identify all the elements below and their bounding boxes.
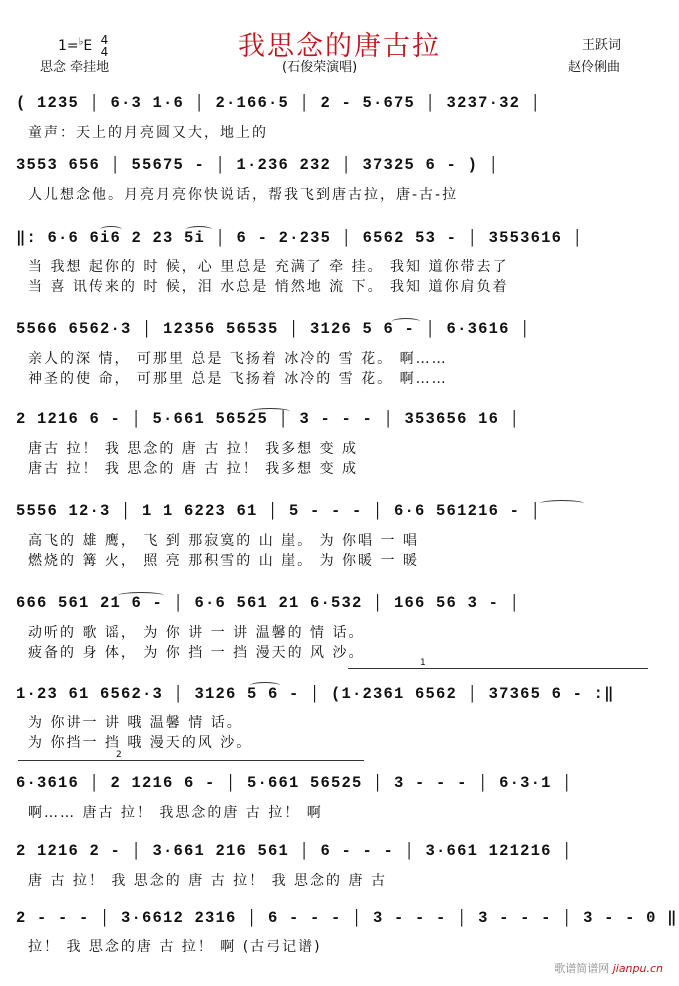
- key-prefix: 1=: [58, 38, 79, 54]
- first-ending-number: 1: [420, 658, 426, 668]
- second-ending-bracket: [18, 750, 364, 769]
- watermark-site: 歌谱简谱网: [554, 962, 610, 975]
- lyric-line: 拉！ 我 思念的唐 古 拉！ 啊 (古弓记谱): [28, 939, 322, 955]
- lyric-line: 神圣的使 命， 可那里 总是 飞扬着 冰冷的 雪 花。 啊……: [28, 371, 448, 387]
- key-note: E: [83, 38, 93, 54]
- notation-line: ( 1235 │ 6·3 1·6 │ 2·166·5 │ 2 - 5·675 │ 3237·32 │: [16, 94, 542, 112]
- notation-line: 3553 656 │ 55675 - │ 1·236 232 │ 37325 6 - ) │: [16, 156, 500, 174]
- slur-mark: [186, 226, 212, 233]
- slur-mark: [392, 318, 420, 325]
- lyric-line: 啊…… 唐古 拉！ 我思念的唐 古 拉！ 啊: [28, 805, 323, 821]
- watermark-url: jianpu.cn: [612, 962, 663, 975]
- notation-line: 2 1216 2 - │ 3·661 216 561 │ 6 - - - │ 3·661 121216 │: [16, 842, 573, 860]
- lyric-line: 当 我想 起你的 时 候，心 里总是 充满了 牵 挂。 我知 道你带去了: [28, 259, 509, 275]
- performer-credit: (石俊荣演唱): [282, 60, 358, 75]
- time-sig-bottom: 4: [100, 45, 109, 59]
- lyric-line: 童声：天上的月亮圆又大，地上的: [28, 125, 268, 141]
- lyric-line: 唐古 拉！ 我 思念的 唐 古 拉！ 我多想 变 成: [28, 461, 359, 477]
- second-ending-number: 2: [116, 750, 122, 760]
- site-watermark: [554, 960, 663, 976]
- flat-sign: ♭: [78, 36, 84, 48]
- slur-mark: [250, 682, 280, 689]
- lyric-line: 当 喜 讯传来的 时 候，泪 水总是 悄然地 流 下。 我知 道你肩负着: [28, 279, 509, 295]
- lyric-line: 为 你挡一 挡 哦 漫天的风 沙。: [28, 735, 253, 751]
- lyric-line: 亲人的深 情， 可那里 总是 飞扬着 冰冷的 雪 花。 啊……: [28, 351, 448, 367]
- lyric-line: 人儿想念他。月亮月亮你快说话，帮我飞到唐古拉，唐-古-拉: [28, 187, 459, 203]
- time-sig-top: 4: [100, 33, 109, 47]
- time-signature: [101, 34, 109, 58]
- lyric-line: 高飞的 雄 鹰， 飞 到 那寂寞的 山 崖。 为 你唱 一 唱: [28, 533, 419, 549]
- notation-line: 5566 6562·3 │ 12356 56535 │ 3126 5 6 - │ 6·3616 │: [16, 320, 531, 338]
- slur-mark: [118, 592, 164, 599]
- first-ending-bracket: [348, 658, 648, 677]
- key-signature: [58, 34, 108, 58]
- lyric-line: 唐古 拉！ 我 思念的 唐 古 拉！ 我多想 变 成: [28, 441, 359, 457]
- slur-mark: [540, 500, 584, 507]
- page-title: 我思念的唐古拉: [238, 31, 441, 62]
- notation-line: ‖: 6·6 6i6 2 23 5i │ 6 - 2·235 │ 6562 53 - │ 3553616 │: [16, 229, 584, 247]
- lyric-line: 疲备的 身 体， 为 你 挡 一 挡 漫天的 风 沙。: [28, 645, 365, 661]
- mood-marking: 思念 牵挂地: [40, 60, 110, 75]
- lyric-line: 为 你讲一 讲 哦 温馨 情 话。: [28, 715, 243, 731]
- lyric-line: 动听的 歌 谣， 为 你 讲 一 讲 温馨的 情 话。: [28, 625, 365, 641]
- lyric-line: 唐 古 拉！ 我 思念的 唐 古 拉！ 我 思念的 唐 古: [28, 873, 387, 889]
- notation-line: 2 1216 6 - │ 5·661 56525 │ 3 - - - │ 353656 16 │: [16, 410, 521, 428]
- lyric-line: 燃烧的 篝 火， 照 亮 那积雪的 山 崖。 为 你暖 一 暖: [28, 553, 419, 569]
- slur-mark: [100, 226, 122, 233]
- notation-line: 6·3616 │ 2 1216 6 - │ 5·661 56525 │ 3 - - - │ 6·3·1 │: [16, 774, 573, 792]
- notation-line: 5556 12·3 │ 1 1 6223 61 │ 5 - - - │ 6·6 561216 - │: [16, 502, 542, 520]
- notation-line: 1·23 61 6562·3 │ 3126 5 6 - │ (1·2361 6562 │ 37365 6 - :‖: [16, 685, 615, 703]
- slur-mark: [250, 408, 290, 415]
- notation-line: 666 561 21 6 - │ 6·6 561 21 6·532 │ 166 56 3 - │: [16, 594, 521, 612]
- notation-line: 2 - - - │ 3·6612 2316 │ 6 - - - │ 3 - - - │ 3 - - - │ 3 - - 0 ‖: [16, 909, 678, 927]
- lyricist-credit: 王跃词: [582, 38, 622, 53]
- composer-credit: 赵伶俐曲: [568, 60, 621, 75]
